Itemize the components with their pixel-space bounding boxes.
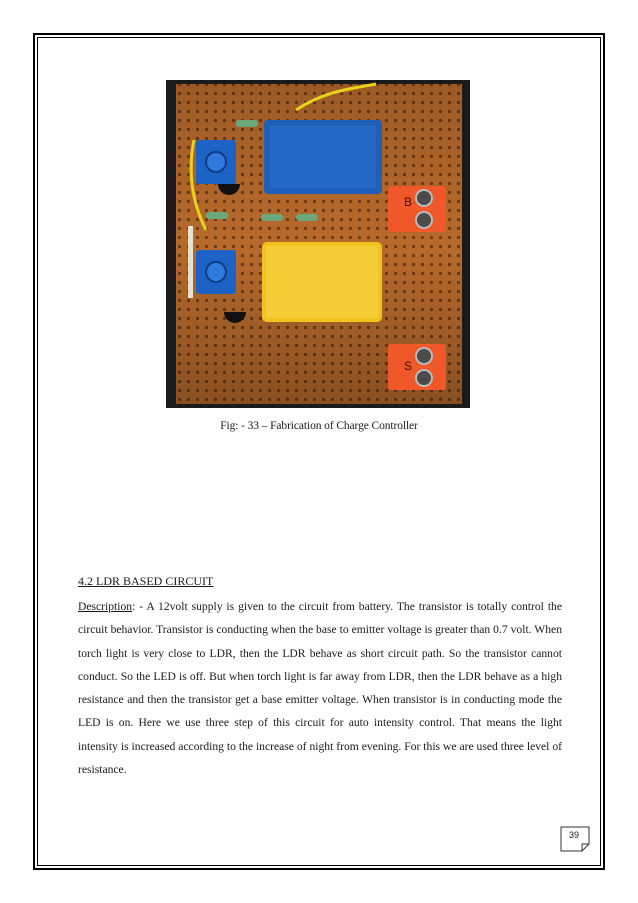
section-heading: [78, 574, 213, 589]
description-label: Description: [78, 600, 133, 613]
terminal-label-b: B: [404, 195, 413, 209]
description-paragraph: [78, 595, 562, 781]
figure-caption: Fig: - 33 – Fabrication of Charge Controller: [220, 420, 418, 432]
charge-controller-photo: [166, 80, 470, 408]
terminal-label-s: S: [404, 359, 413, 373]
page-number: 39: [568, 830, 579, 840]
section-title: 4.2 LDR BASED CIRCUIT: [78, 574, 214, 588]
description-text: : - A 12volt supply is given to the circuit from battery. The transistor is totally control the circuit behavior. Transistor is conducting when the base to emitter voltage is greater than 0.7 volt. When torch light is very close to LDR, then the LDR behave as short circuit path. So the transistor cannot conduct. So the LED is off. But when torch light is far away from LDR, then the LDR behave as a high resistance and then the transistor get a base emitter voltage. When transistor is in conducting mode the LED is on. Here we use three step of this circuit for auto intensity control. That means the light intensity is increased according to the increase of night from evening. For this we are used three level of resistance.: [78, 600, 562, 777]
